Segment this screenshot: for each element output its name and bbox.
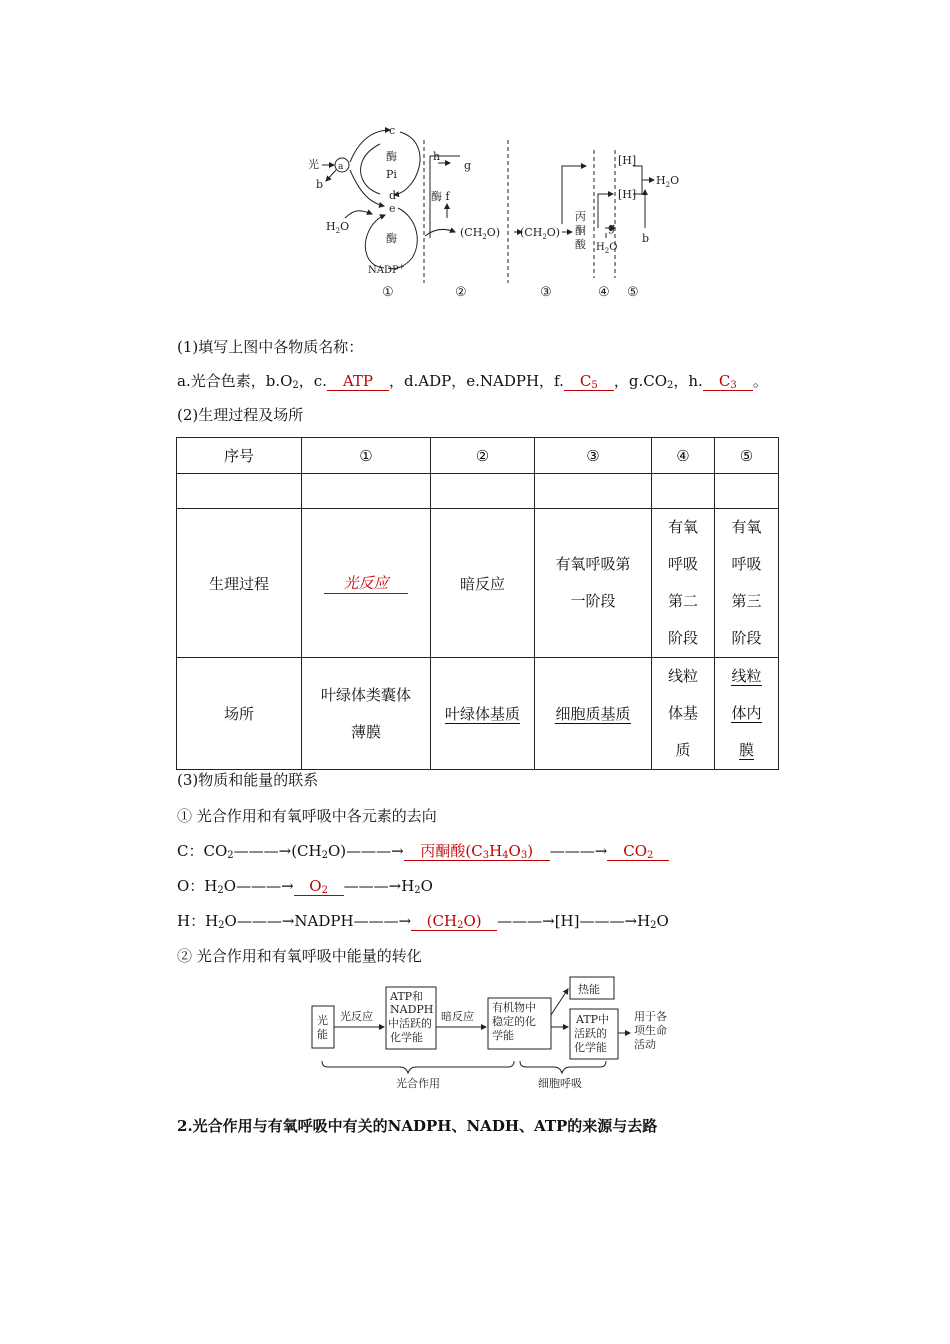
process-4: 有氧 呼吸 第二 阶段: [652, 509, 715, 658]
enzyme-f-label: 酶 f: [431, 190, 450, 203]
process-1: 光反应: [302, 509, 431, 658]
h2o-mid-label: $H_2O$: [596, 242, 618, 255]
stage-2: ②: [455, 285, 467, 300]
nadp-label: NADP+: [368, 263, 405, 276]
answer-f: $C_5$: [564, 373, 614, 391]
pyruvate-label-1: 丙: [575, 210, 586, 223]
process-5: 有氧 呼吸 第三 阶段: [715, 509, 779, 658]
q1-answer-line: a.光合色素，$b.O_2$，c. ATP ，d.ADP，e.NADPH，f. $C_5$ ，$g.CO_2$，h. $C_3$ 。: [177, 372, 768, 391]
h-label: h: [433, 150, 441, 163]
row-label: 生理过程: [177, 509, 302, 658]
box3-line1: 有机物中: [492, 1001, 536, 1014]
answer-pyruvate: 丙酮酸$(C_3H_4O_3)$: [404, 843, 550, 861]
light-label: 光: [308, 158, 319, 171]
site-5: 线粒 体内 膜: [715, 658, 779, 770]
b2-label: b: [642, 232, 650, 245]
energy-flow-diagram: [308, 975, 708, 1095]
header-cell: 序号: [177, 438, 302, 474]
answer-h: $C_3$: [703, 373, 753, 391]
pyruvate-label-2: 酮: [575, 224, 586, 237]
ch2o-1-label: $(CH_2O)$: [460, 226, 501, 241]
h-bracket-2: [H]: [618, 188, 637, 201]
ch2o-2-label: $(CH_2O)$: [520, 226, 561, 241]
process-3: 有氧呼吸第 一阶段: [535, 509, 652, 658]
site-1: 叶绿体类囊体 薄膜: [302, 658, 431, 770]
q2-title: (2)生理过程及场所: [177, 406, 304, 424]
box2-line2: NADPH: [390, 1003, 434, 1016]
dark-reaction-label: 暗反应: [441, 1010, 474, 1023]
site-2: 叶绿体基质: [431, 658, 535, 770]
a-label: a: [338, 162, 344, 172]
answer-o2: $O_2$: [294, 878, 344, 896]
site-3: 细胞质基质: [535, 658, 652, 770]
process-site-table: [176, 437, 779, 770]
header-cell: ⑤: [715, 438, 779, 474]
g2-label: g: [608, 221, 616, 234]
box2-line3: 中活跃的: [388, 1017, 432, 1030]
box5-line1: ATP中: [576, 1013, 610, 1026]
carbon-path: C：$CO_2———\to(CH_2O)———\to$ 丙酮酸$(C_3H_4O_3)$ ———→ $CO_2$: [177, 841, 669, 861]
table-header-row: [177, 438, 779, 474]
light-reaction-label: 光反应: [340, 1010, 373, 1023]
box5-line2: 活跃的: [574, 1027, 607, 1040]
section2-heading: 2.光合作用与有氧呼吸中有关的NADPH、NADH、ATP的来源与去路: [177, 1117, 658, 1135]
h-bracket-1: [H]: [618, 154, 637, 167]
g1-label: g: [464, 159, 472, 172]
light-label-2: 能: [317, 1028, 328, 1041]
use-line1: 用于各: [634, 1010, 667, 1023]
header-cell: ②: [431, 438, 535, 474]
stage-5: ⑤: [627, 285, 639, 300]
stage-4: ④: [598, 285, 610, 300]
e-label: e: [389, 202, 396, 215]
use-line3: 活动: [634, 1038, 656, 1051]
photosynthesis-label: 光合作用: [396, 1077, 440, 1090]
q3-sub2: ② 光合作用和有氧呼吸中能量的转化: [177, 947, 422, 965]
d-label: d: [389, 189, 397, 202]
table-empty-row: [177, 474, 779, 509]
q3-title: (3)物质和能量的联系: [177, 771, 319, 789]
box2-line1: ATP和: [390, 990, 424, 1003]
h2o-right-label: $H_2O$: [656, 174, 680, 189]
answer-co2: $CO_2$: [607, 843, 669, 861]
hydrogen-path: H：$H_2O———\to NADPH———\to (CH_2O)$ $———\to[H]———\to H_2O$: [177, 912, 669, 931]
pyruvate-label-3: 酸: [575, 238, 586, 251]
stage-1: ①: [382, 285, 394, 300]
heat-label: 热能: [578, 983, 600, 996]
header-cell: ①: [302, 438, 431, 474]
table-row-site: [177, 658, 779, 770]
h2o-left-label: $H_2O$: [326, 220, 350, 235]
box3-line3: 学能: [492, 1029, 514, 1042]
table-row-process: [177, 509, 779, 658]
photosynthesis-respiration-diagram: [300, 118, 700, 308]
b-label: b: [316, 178, 324, 191]
q3-sub1: ① 光合作用和有氧呼吸中各元素的去向: [177, 807, 437, 825]
enzyme2-label: 酶: [386, 232, 397, 245]
enzyme1-label: 酶: [386, 150, 397, 163]
light-label-1: 光: [317, 1014, 328, 1027]
header-cell: ④: [652, 438, 715, 474]
stage-3: ③: [540, 285, 552, 300]
pi-label: Pi: [386, 168, 397, 181]
use-line2: 项生命: [634, 1024, 667, 1037]
row-label: 场所: [177, 658, 302, 770]
answer-c: ATP: [327, 373, 389, 391]
box3-line2: 稳定的化: [492, 1015, 536, 1028]
oxygen-path: O：$H_2O———\to O_2$ $———\to H_2O$: [177, 877, 433, 896]
process-2: 暗反应: [431, 509, 535, 658]
site-4: 线粒 体基 质: [652, 658, 715, 770]
box2-line4: 化学能: [390, 1031, 423, 1044]
box5-line3: 化学能: [574, 1041, 607, 1054]
header-cell: ③: [535, 438, 652, 474]
answer-ch2o: $(CH_2O)$: [411, 913, 497, 931]
q1-title: (1)填写上图中各物质名称：: [177, 338, 364, 356]
respiration-label: 细胞呼吸: [538, 1077, 582, 1090]
c-label: c: [389, 124, 396, 137]
light-energy-box: [312, 1006, 334, 1048]
